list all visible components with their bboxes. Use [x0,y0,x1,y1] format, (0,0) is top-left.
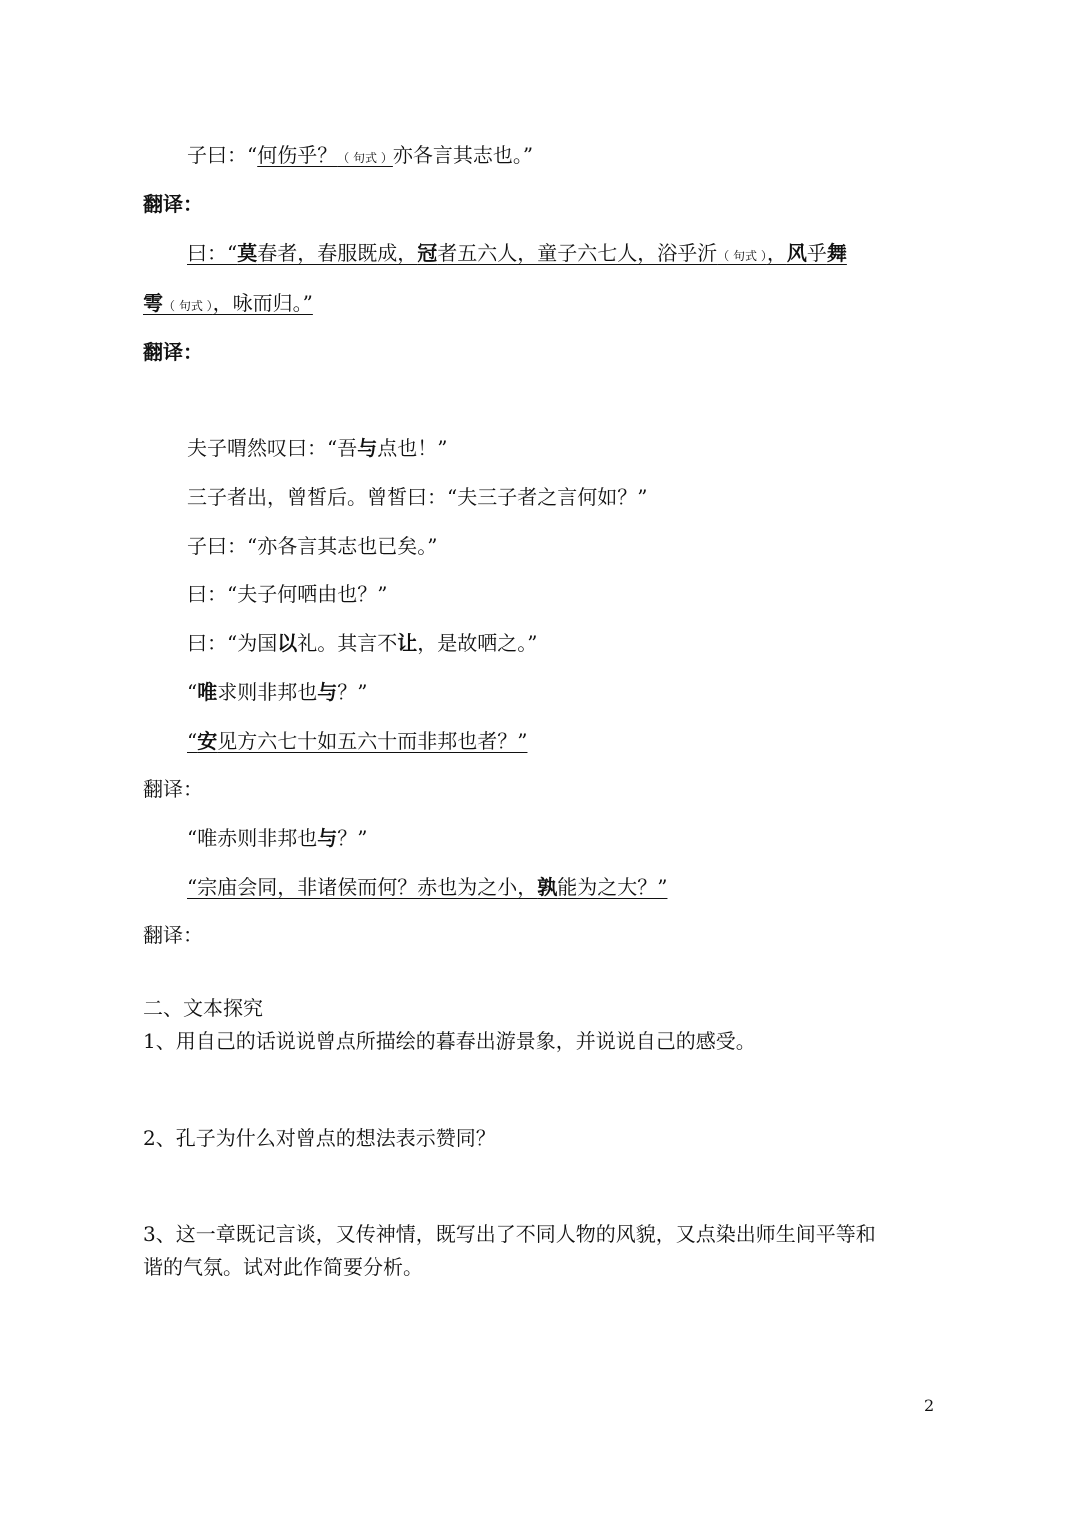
question-2: 2、孔子为什么对曾点的想法表示赞同？ [143,1126,496,1150]
page-number: 2 [924,1396,935,1415]
translate-label: 翻译： [143,340,203,364]
syntax-blank-note: （ 句式 ） [337,151,393,165]
passage-line-11: “宗庙会同，非诸侯而何？赤也为之小，孰能为之大？” [187,875,668,899]
passage-line-9: “安见方六七十如五六十而非邦也者？” [187,729,528,753]
passage-line-5: 子曰：“亦各言其志也已矣。” [187,534,438,558]
passage-line-10: “唯赤则非邦也与？” [187,826,368,850]
underlined-phrase: 何伤乎？（ 句式 ） [257,143,393,167]
passage-line-4: 三子者出，曾皙后。曾皙曰：“夫三子者之言何如？” [187,485,648,509]
passage-line-3: 夫子喟然叹曰：“吾与点也！” [187,436,448,460]
syntax-blank-note: （ 句式 ） [717,249,767,263]
passage-line-6: 曰：“夫子何哂由也？” [187,582,388,606]
passage-line-2b: 雩（ 句式 ），咏而归。” [143,291,313,315]
passage-line-8: “唯求则非邦也与？” [187,680,368,704]
section-title: 二、文本探究 [143,996,263,1020]
translate-label: 翻译： [143,192,203,216]
passage-line-1: 子曰：“何伤乎？（ 句式 ）亦各言其志也。” [187,143,534,167]
question-3-line-1: 3、这一章既记言谈，又传神情，既写出了不同人物的风貌，又点染出师生间平等和 [143,1222,876,1246]
syntax-blank-note: （ 句式 ） [163,299,213,313]
question-1: 1、用自己的话说说曾点所描绘的暮春出游景象，并说说自己的感受。 [143,1029,756,1053]
question-3-line-2: 谐的气氛。试对此作简要分析。 [143,1255,423,1279]
passage-line-7: 曰：“为国以礼。其言不让，是故哂之。” [187,631,538,655]
passage-line-2a: 曰：“莫春者，春服既成，冠者五六人，童子六七人，浴乎沂（ 句式 ），风乎舞 [187,241,847,265]
translate-label-plain: 翻译： [143,923,203,947]
translate-label-plain: 翻译： [143,777,203,801]
